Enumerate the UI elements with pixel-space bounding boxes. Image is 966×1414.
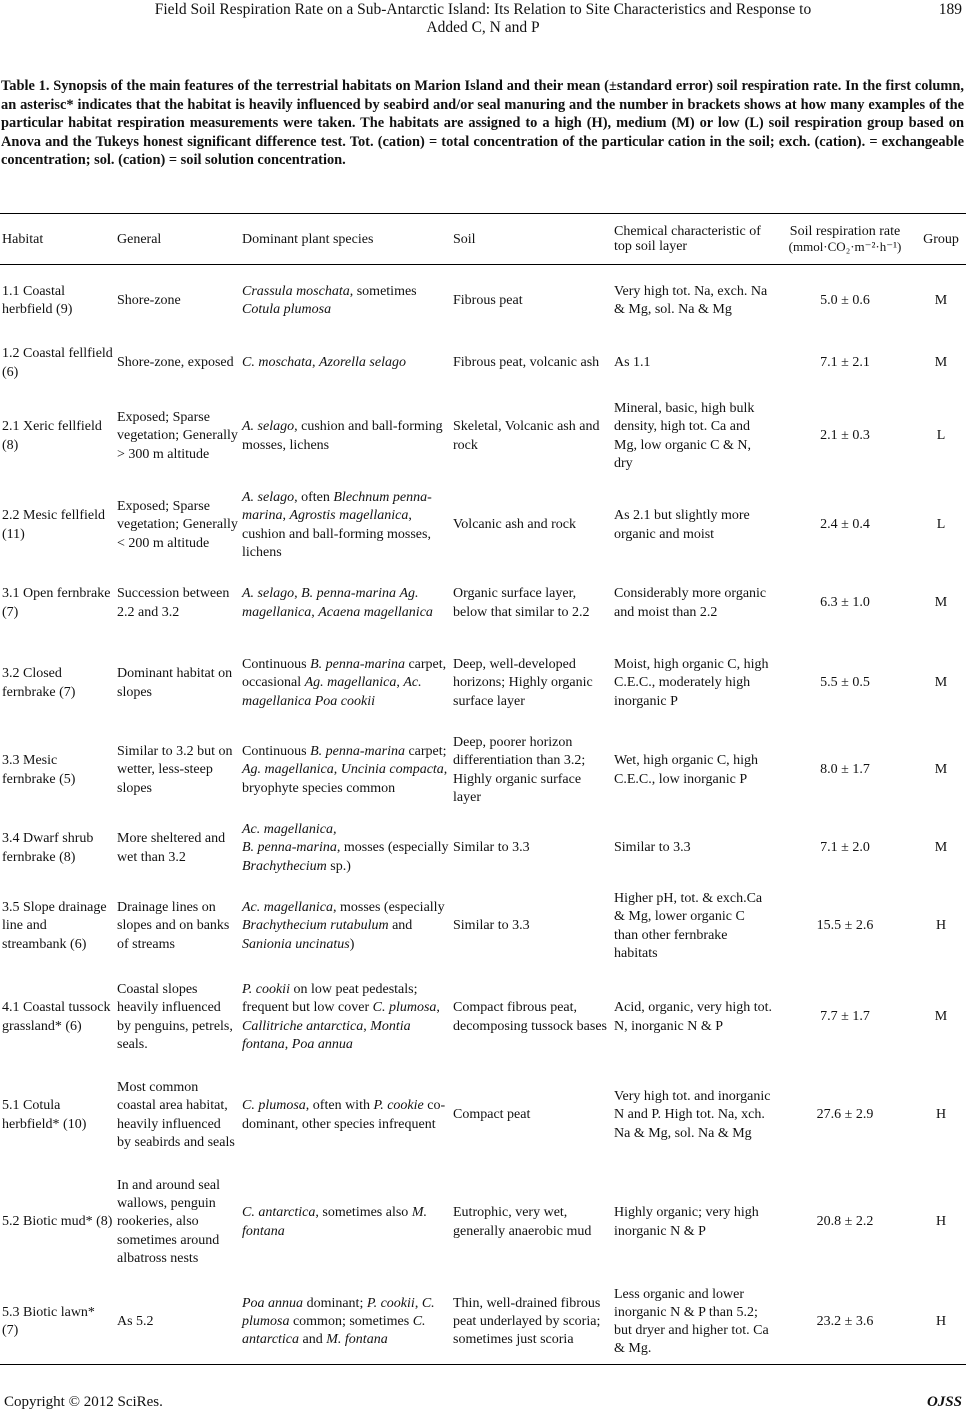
header-group: Group [916,214,966,265]
cell-chemical: Very high tot. Na, exch. Na & Mg, sol. Na & Mg [614,283,768,317]
cell-habitat: 5.2 Biotic mud* (8) [2,1214,113,1230]
running-head-title-line1: Field Soil Respiration Rate on a Sub-Antarctic Island: Its Relation to Site Characteristics and Response to [154,1,812,18]
cell-general: Dominant habitat on slopes [117,666,233,700]
running-head [0,0,966,40]
cell-group: H [935,1107,947,1123]
cell-habitat: 5.1 Cotula herbfield* (10) [2,1098,87,1132]
header-rate-units: (mmol·CO₂·m⁻²·h⁻¹) [788,239,902,254]
cell-plants: Continuous B. penna-marina carpet; Ag. magellanica, Uncinia compacta, bryophyte species common [242,744,448,796]
cell-habitat: 3.4 Dwarf shrub fernbrake (8) [2,831,94,865]
cell-soil: Deep, well-developed horizons; Highly organic surface layer [453,657,593,709]
header-rate-label: Soil respiration rate [789,224,901,239]
cell-chemical: Less organic and lower inorganic N & P than 5.2; but dryer and higher tot. Ca & Mg. [612,1281,774,1365]
cell-soil: Volcanic ash and rock [453,517,576,533]
cell-habitat: 3.3 Mesic fernbrake (5) [2,753,76,787]
cell-group: H [935,1214,947,1230]
cell-soil: Eutrophic, very wet, generally anaerobic mud [453,1205,592,1239]
cell-general: Shore-zone, exposed [117,355,234,371]
cell-habitat: 2.1 Xeric fellfield (8) [2,419,102,453]
cell-chemical: Wet, high organic C, high C.E.C., low inorganic P [614,753,759,787]
cell-plants: C. antarctica, sometimes also M. fontana [242,1205,427,1239]
cell-general: Exposed; Sparse vegetation; Generally > 300 m altitude [117,410,238,462]
cell-group: M [934,762,948,778]
cell-chemical: Mineral, basic, high bulk density, high tot. Ca and Mg, low organic C & N, dry [614,401,755,471]
cell-soil: Similar to 3.3 [453,840,530,856]
cell-soil: Similar to 3.3 [453,918,530,934]
cell-plants: A. selago, often Blechnum penna-marina, Agrostis magellanica, cushion and ball-forming mosses, lichens [242,490,432,560]
cell-chemical: Moist, high organic C, high C.E.C., moderately high inorganic P [614,657,769,709]
cell-rate: 23.2 ± 3.6 [774,1281,916,1365]
cell-plants: C. plumosa, often with P. cookie co-dominant, other species infrequent [242,1098,446,1132]
table-row [0,885,966,969]
cell-rate: 2.1 ± 0.3 [820,428,870,444]
cell-general: Most common coastal area habitat, heavily influenced by seabirds and seals [117,1080,235,1150]
cell-plants: Continuous B. penna-marina carpet, occasional Ag. magellanica, Ac. magellanica Poa cookii [242,657,447,709]
cell-general: Coastal slopes heavily influenced by penguins, petrels, seals. [117,982,233,1052]
cell-group: M [934,595,948,611]
cell-rate: 6.3 ± 1.0 [820,595,870,611]
cell-rate: 15.5 ± 2.6 [816,918,874,934]
table-caption: Table 1. Synopsis of the main features of the terrestrial habitats on Marion Island and their mean (±standard error) soil respiration rate. In the first column, an asterisc* indicates that the habitat is heavily influenced by seabird and/or seal manuring and the number in brackets shows at how many examples of the particular habitat respiration measurements were taken. The habitats are assigned to a high (H), medium (M) or low (L) soil respiration group based on Anova and the Tukeys honest significant difference test. Tot. (cation) = total concentration of the particular cation in the soil; exch. (cation). = exchangeable concentration; sol. (cation) = soil solution concentration. [1,78,964,169]
cell-rate: 7.1 ± 2.1 [820,355,870,371]
cell-group: L [936,428,946,444]
cell-chemical: Acid, organic, very high tot. N, inorganic N & P [614,1000,772,1034]
cell-habitat: 4.1 Coastal tussock grassland* (6) [2,1000,111,1034]
cell-chemical: Higher pH, tot. & exch.Ca & Mg, lower organic C than other fernbrake habitats [614,891,763,961]
cell-rate: 27.6 ± 2.9 [816,1107,874,1123]
cell-soil: Thin, well-drained fibrous peat underlayed by scoria; sometimes just scoria [451,1281,612,1365]
cell-soil: Compact fibrous peat, decomposing tussock bases [453,1000,607,1034]
running-head-title [60,1,906,37]
cell-plants: A. selago, B. penna-marina Ag. magellanica, Acaena magellanica [242,586,433,620]
cell-group: M [934,292,948,308]
cell-plants: C. moschata, Azorella selago [242,355,406,371]
cell-group: M [934,840,948,856]
cell-rate: 7.7 ± 1.7 [820,1009,870,1025]
table-row [0,265,966,337]
table-row [0,969,966,1067]
cell-soil: Deep, poorer horizon differentiation than 3.2; Highly organic surface layer [453,735,586,805]
table-body [0,265,966,1365]
cell-general: More sheltered and wet than 3.2 [117,831,226,865]
copyright: Copyright © 2012 SciRes. [4,1394,163,1410]
cell-group: H [916,1281,966,1365]
cell-soil: Organic surface layer, below that similar to 2.2 [453,586,590,620]
cell-habitat: 5.3 Biotic lawn* (7) [0,1281,115,1365]
cell-chemical: As 2.1 but slightly more organic and moist [614,508,750,542]
table-row [0,1067,966,1165]
cell-soil: Skeletal, Volcanic ash and rock [453,419,600,453]
cell-plants: P. cookii on low peat pedestals; frequent but low cover C. plumosa, Callitriche antarctica, Montia fontana, Poa annua [242,982,440,1052]
table-row [0,639,966,729]
cell-soil: Compact peat [453,1107,531,1123]
cell-rate: 5.0 ± 0.6 [820,292,870,308]
cell-habitat: 3.5 Slope drainage line and streambank (6) [2,900,107,952]
cell-chemical: Very high tot. and inorganic N and P. High tot. Na, xch. Na & Mg, sol. Na & Mg [614,1089,771,1141]
cell-plants: Ac. magellanica, mosses (especially Brachythecium rutabulum and Sanionia uncinatus) [242,900,445,952]
cell-rate: 5.5 ± 0.5 [820,675,870,691]
cell-habitat: 1.1 Coastal herbfield (9) [2,283,73,317]
cell-general: As 5.2 [115,1281,240,1365]
header-general: General [115,214,240,265]
cell-group: L [936,517,946,533]
header-plants: Dominant plant species [240,214,451,265]
cell-general: Drainage lines on slopes and on banks of streams [117,900,230,952]
cell-habitat: 3.1 Open fernbrake (7) [2,586,111,620]
cell-group: M [934,1009,948,1025]
cell-general: Shore-zone [117,292,181,308]
cell-habitat: 1.2 Coastal fellfield (6) [2,346,113,380]
cell-plants: A. selago, cushion and ball-forming mosses, lichens [242,419,443,453]
cell-soil: Fibrous peat, volcanic ash [453,355,600,371]
cell-chemical: Similar to 3.3 [614,840,691,856]
cell-group: M [934,355,948,371]
cell-general: In and around seal wallows, penguin rookeries, also sometimes around albatross nests [117,1177,221,1266]
header-rate [774,214,916,265]
table-row [0,391,966,483]
cell-general: Similar to 3.2 but on wetter, less-steep slopes [117,744,233,796]
table-row [0,729,966,813]
cell-soil: Fibrous peat [453,292,523,308]
header-habitat: Habitat [0,214,115,265]
cell-chemical: As 1.1 [614,355,651,371]
cell-plants: Ac. magellanica, B. penna-marina, mosses (especially Brachythecium sp.) [242,822,449,874]
page-footer [0,1394,966,1414]
cell-rate: 8.0 ± 1.7 [820,762,870,778]
page-number: 189 [938,1,962,18]
cell-plants: Poa annua dominant; P. cookii, C. plumosa common; sometimes C. antarctica and M. fontana [240,1281,451,1365]
table-row [0,813,966,885]
cell-chemical: Highly organic; very high inorganic N & P [614,1205,759,1239]
table-row [0,1281,966,1365]
table-row [0,483,966,569]
cell-habitat: 3.2 Closed fernbrake (7) [2,666,76,700]
cell-habitat: 2.2 Mesic fellfield (11) [2,508,106,542]
cell-rate: 2.4 ± 0.4 [820,517,870,533]
cell-plants: Crassula moschata, sometimes Cotula plumosa [242,283,417,317]
table-row [0,569,966,639]
table-row [0,1165,966,1281]
cell-group: H [935,918,947,934]
table-row [0,337,966,391]
cell-rate: 20.8 ± 2.2 [816,1214,874,1230]
cell-rate: 7.1 ± 2.0 [820,840,870,856]
cell-group: M [934,675,948,691]
header-chemical: Chemical characteristic of top soil layer [612,214,774,265]
habitat-table [0,213,966,1365]
running-head-title-line2: Added C, N and P [426,19,540,36]
table-header-row [0,214,966,265]
header-soil: Soil [451,214,612,265]
journal-abbrev: OJSS [926,1394,962,1410]
cell-general: Succession between 2.2 and 3.2 [117,586,230,620]
cell-general: Exposed; Sparse vegetation; Generally < 200 m altitude [117,499,238,551]
cell-chemical: Considerably more organic and moist than 2.2 [614,586,767,620]
